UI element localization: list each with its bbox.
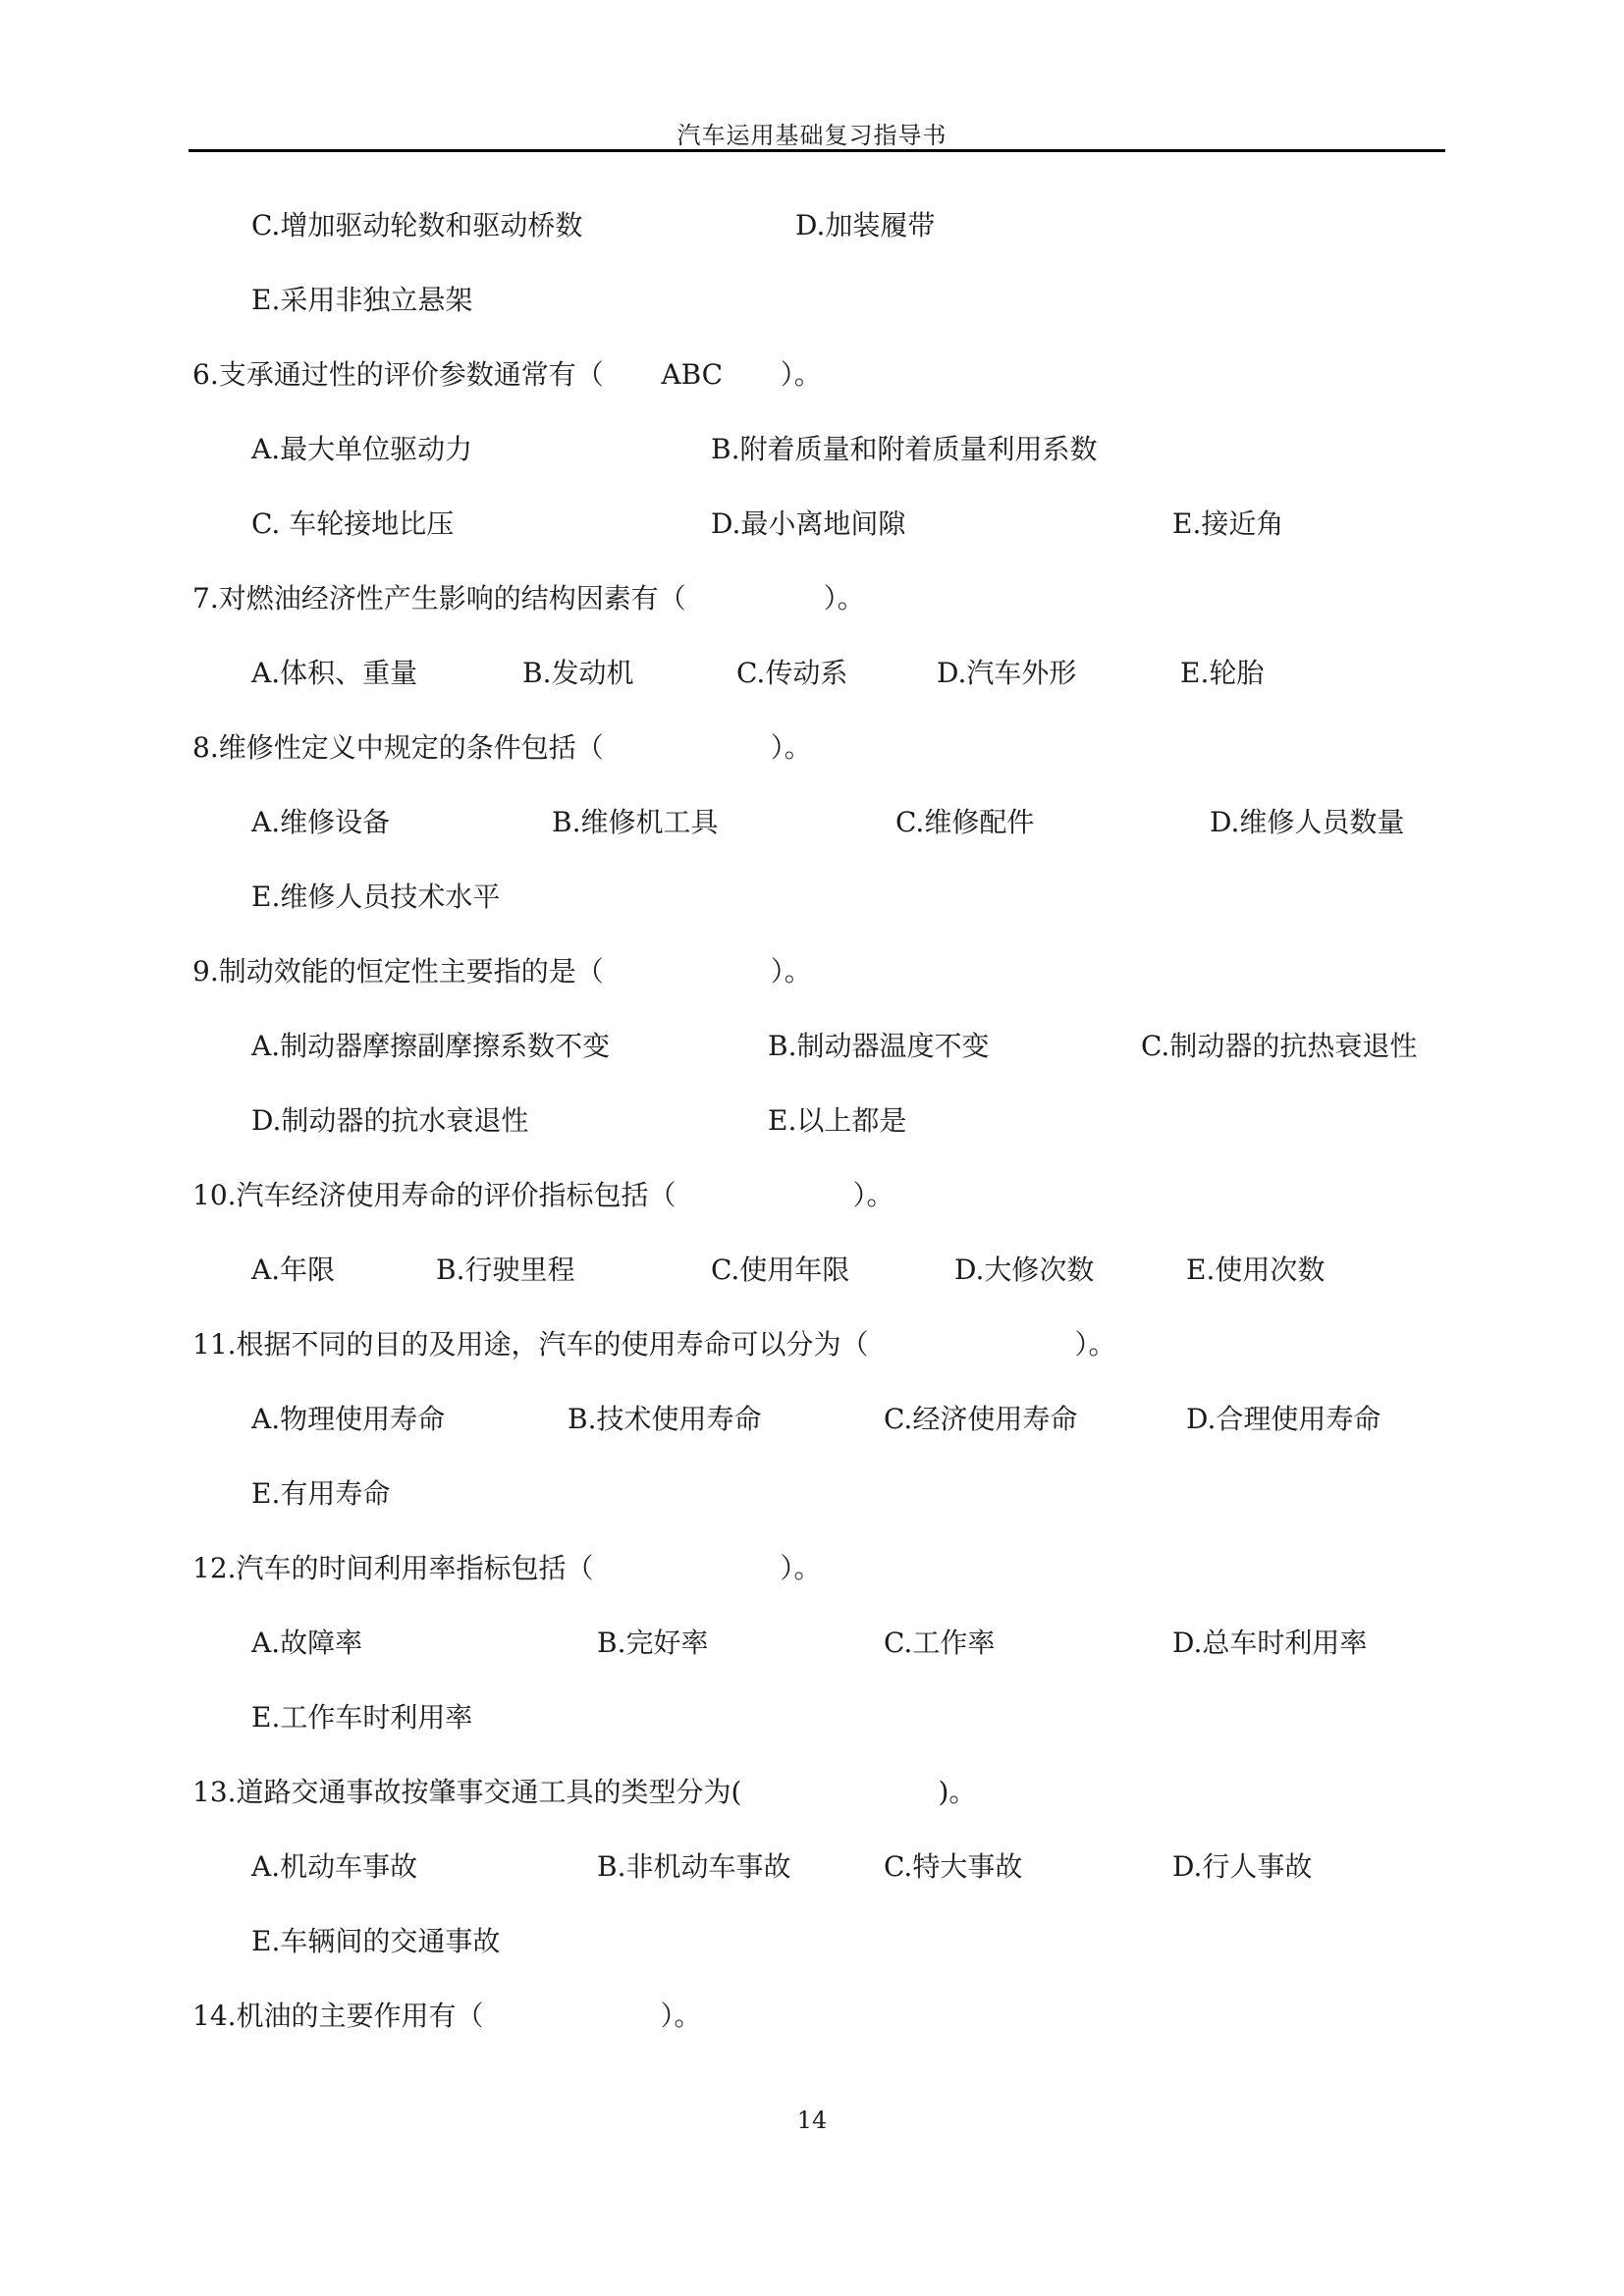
q7-option-a: A.体积、重量 (251, 657, 418, 689)
q9-option-a: A.制动器摩擦副摩擦系数不变 (251, 1030, 611, 1062)
question-11 (192, 1325, 1116, 1364)
q13-option-a: A.机动车事故 (251, 1850, 418, 1883)
question-12-stem: 12.汽车的时间利用率指标包括（ (192, 1552, 594, 1584)
q10-option-e: E.使用次数 (1186, 1254, 1326, 1286)
q11-option-a: A.物理使用寿命 (251, 1403, 446, 1435)
q11-option-d: D.合理使用寿命 (1186, 1403, 1381, 1435)
q9-option-c: C.制动器的抗热衰退性 (1141, 1030, 1418, 1062)
q11-option-b: B.技术使用寿命 (568, 1403, 762, 1435)
q7-option-b: B.发动机 (522, 657, 634, 689)
q6-option-b: B.附着质量和附着质量利用系数 (711, 433, 1098, 465)
q10-option-b: B.行驶里程 (436, 1254, 575, 1286)
q8-option-b: B.维修机工具 (552, 806, 719, 838)
question-7 (192, 579, 865, 618)
q13-option-e: E.车辆间的交通事故 (251, 1925, 501, 1957)
q13-option-c: C.特大事故 (884, 1850, 1023, 1883)
page-number: 14 (796, 2107, 828, 2134)
q5-option-d: D.加装履带 (795, 209, 936, 241)
question-8-close: ）。 (770, 731, 812, 764)
question-9-close: ）。 (770, 955, 812, 988)
q12-option-d: D.总车时利用率 (1172, 1627, 1368, 1659)
question-6-close: ）。 (780, 358, 822, 391)
question-10 (192, 1176, 894, 1215)
q10-option-c: C.使用年限 (711, 1254, 850, 1286)
question-7-stem: 7.对燃油经济性产生影响的结构因素有（ (192, 582, 686, 614)
question-13-close: )。 (938, 1776, 977, 1808)
q12-option-e: E.工作车时利用率 (251, 1701, 473, 1734)
question-14-close: ）。 (660, 2000, 702, 2032)
q6-option-c: C. 车轮接地比压 (251, 507, 455, 540)
q5-option-e: E.采用非独立悬架 (251, 284, 473, 316)
question-13-stem: 13.道路交通事故按肇事交通工具的类型分为( (192, 1776, 742, 1808)
q12-option-a: A.故障率 (251, 1627, 363, 1659)
q7-option-c: C.传动系 (736, 657, 848, 689)
question-11-stem: 11.根据不同的目的及用途，汽车的使用寿命可以分为（ (192, 1328, 869, 1361)
question-13 (192, 1773, 976, 1812)
q13-option-d: D.行人事故 (1172, 1850, 1313, 1883)
q13-option-b: B.非机动车事故 (597, 1850, 791, 1883)
q10-option-d: D.大修次数 (954, 1254, 1095, 1286)
q5-option-c: C.增加驱动轮数和驱动桥数 (251, 209, 583, 241)
question-9-stem: 9.制动效能的恒定性主要指的是（ (192, 955, 604, 988)
q8-option-a: A.维修设备 (251, 806, 391, 838)
q11-option-e: E.有用寿命 (251, 1477, 391, 1510)
question-6-stem: 6.支承通过性的评价参数通常有（ (192, 358, 604, 391)
q6-option-a: A.最大单位驱动力 (251, 433, 473, 465)
q11-option-c: C.经济使用寿命 (884, 1403, 1078, 1435)
q12-option-b: B.完好率 (597, 1627, 709, 1659)
question-14 (192, 1997, 702, 2036)
question-8 (192, 728, 812, 768)
q7-option-d: D.汽车外形 (937, 657, 1077, 689)
q8-option-e: E.维修人员技术水平 (251, 881, 501, 913)
question-9 (192, 952, 812, 991)
question-12-close: ）。 (780, 1552, 822, 1584)
q9-option-e: E.以上都是 (768, 1104, 907, 1137)
q8-option-d: D.维修人员数量 (1210, 806, 1405, 838)
q9-option-d: D.制动器的抗水衰退性 (251, 1104, 529, 1137)
q8-option-c: C.维修配件 (895, 806, 1035, 838)
q6-option-d: D.最小离地间隙 (711, 507, 906, 540)
question-8-stem: 8.维修性定义中规定的条件包括（ (192, 731, 604, 764)
question-10-stem: 10.汽车经济使用寿命的评价指标包括（ (192, 1179, 677, 1211)
question-14-stem: 14.机油的主要作用有（ (192, 2000, 484, 2032)
question-10-close: ）。 (852, 1179, 894, 1211)
question-11-close: ）。 (1074, 1328, 1116, 1361)
q7-option-e: E.轮胎 (1180, 657, 1265, 689)
q9-option-b: B.制动器温度不变 (768, 1030, 990, 1062)
question-6-answer: ABC (661, 358, 724, 391)
header-rule (189, 149, 1445, 152)
question-7-close: ）。 (823, 582, 865, 614)
q10-option-a: A.年限 (251, 1254, 336, 1286)
q6-option-e: E.接近角 (1172, 507, 1284, 540)
q12-option-c: C.工作率 (884, 1627, 996, 1659)
question-6 (192, 355, 822, 395)
question-12 (192, 1549, 822, 1588)
running-header: 汽车运用基础复习指导书 (677, 122, 947, 149)
